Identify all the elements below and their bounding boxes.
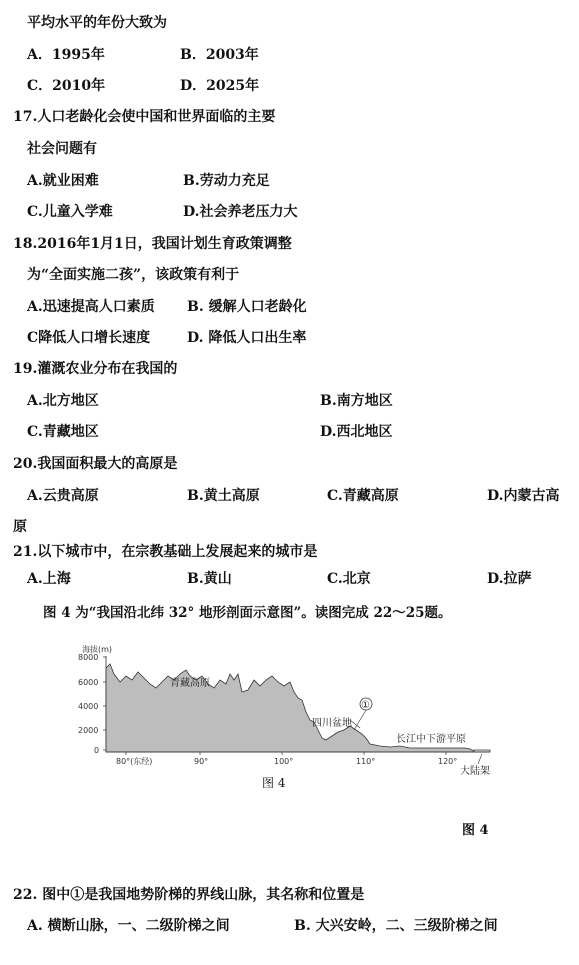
y-tick-0: 0 [94,746,100,755]
x-tick-100: 100° [274,757,294,766]
q17-stem: 17.人口老龄化会使中国和世界面临的主要 [13,109,276,125]
y-ticks [78,653,106,755]
q21-option-a: A.上海 [27,571,71,587]
q21-option-b: B.黄山 [187,571,232,587]
q18-option-d: D. 降低人口出生率 [187,330,307,346]
q18-option-b: B. 缓解人口老龄化 [187,299,307,315]
q22-stem: 22. 图中①是我国地势阶梯的界线山脉，其名称和位置是 [13,887,365,903]
figure-caption: 图 4 [262,776,286,790]
q17-option-b: B.劳动力充足 [183,173,270,189]
figure-caption-right: 图 4 [462,823,489,838]
q22-option-b: B. 大兴安岭，二、三级阶梯之间 [294,918,498,934]
shelf-pointer [478,754,482,764]
q19-stem: 19.灌溉农业分布在我国的 [13,361,178,377]
q16-option-a: A．1995年 [27,47,105,63]
q21-stem: 21.以下城市中，在宗教基础上发展起来的城市是 [13,544,318,560]
y-axis-title: 海拔(m) [82,645,113,654]
q21-option-c: C.北京 [327,571,371,587]
figure-intro: 图 4 为“我国沿北纬 32° 地形剖面示意图”。读图完成 22～25题。 [43,605,452,621]
x-tick-110: 110° [356,757,376,766]
q20-option-d: D.内蒙古高 [487,488,560,504]
q16-option-c: C．2010年 [27,78,106,94]
x-tick-80: 80°(东经) [116,757,153,766]
q18-option-a: A.迅速提高人口素质 [27,299,155,315]
label-continental-shelf: 大陆架 [460,766,490,777]
q21-option-d: D.拉萨 [487,571,532,587]
q22-option-a: A. 横断山脉，一、二级阶梯之间 [27,918,230,934]
q19-option-b: B.南方地区 [320,393,393,409]
label-sichuan-basin: 四川盆地 [312,718,352,729]
q20-stem: 20.我国面积最大的高原是 [13,456,178,472]
q18-stem-cont: 为“全面实施二孩”，该政策有利于 [27,267,240,283]
terrain-profile-figure [70,630,510,790]
q20-option-d-wrap: 原 [13,519,27,535]
q18-stem: 18.2016年1月1日，我国计划生育政策调整 [13,236,292,252]
q16-option-b: B．2003年 [180,47,259,63]
q16-option-d: D．2025年 [180,78,260,94]
q17-option-a: A.就业困难 [27,173,99,189]
q17-option-c: C.儿童入学难 [27,204,113,220]
y-tick-4000: 4000 [78,702,99,711]
x-tick-90: 90° [194,757,209,766]
marker-pointer [354,710,366,730]
q17-stem-cont: 社会问题有 [27,141,97,157]
q18-option-c: C降低人口增长速度 [27,330,151,346]
x-tick-120: 120° [438,757,458,766]
q19-option-c: C.青藏地区 [27,424,99,440]
q19-option-d: D.西北地区 [320,424,393,440]
y-tick-2000: 2000 [78,726,99,735]
y-tick-8000: 8000 [78,653,99,662]
q16-stem-cont: 平均水平的年份大致为 [27,15,167,31]
label-qingzang-plateau: 青藏高原 [170,678,210,689]
label-yangtze-plain: 长江中下游平原 [396,734,466,745]
x-ticks [116,752,457,766]
q20-option-a: A.云贵高原 [27,488,99,504]
marker-1: ① [361,700,370,711]
q20-option-c: C.青藏高原 [327,488,399,504]
q19-option-a: A.北方地区 [27,393,99,409]
y-tick-6000: 6000 [78,678,99,687]
q20-option-b: B.黄土高原 [187,488,260,504]
q17-option-d: D.社会养老压力大 [183,204,298,220]
